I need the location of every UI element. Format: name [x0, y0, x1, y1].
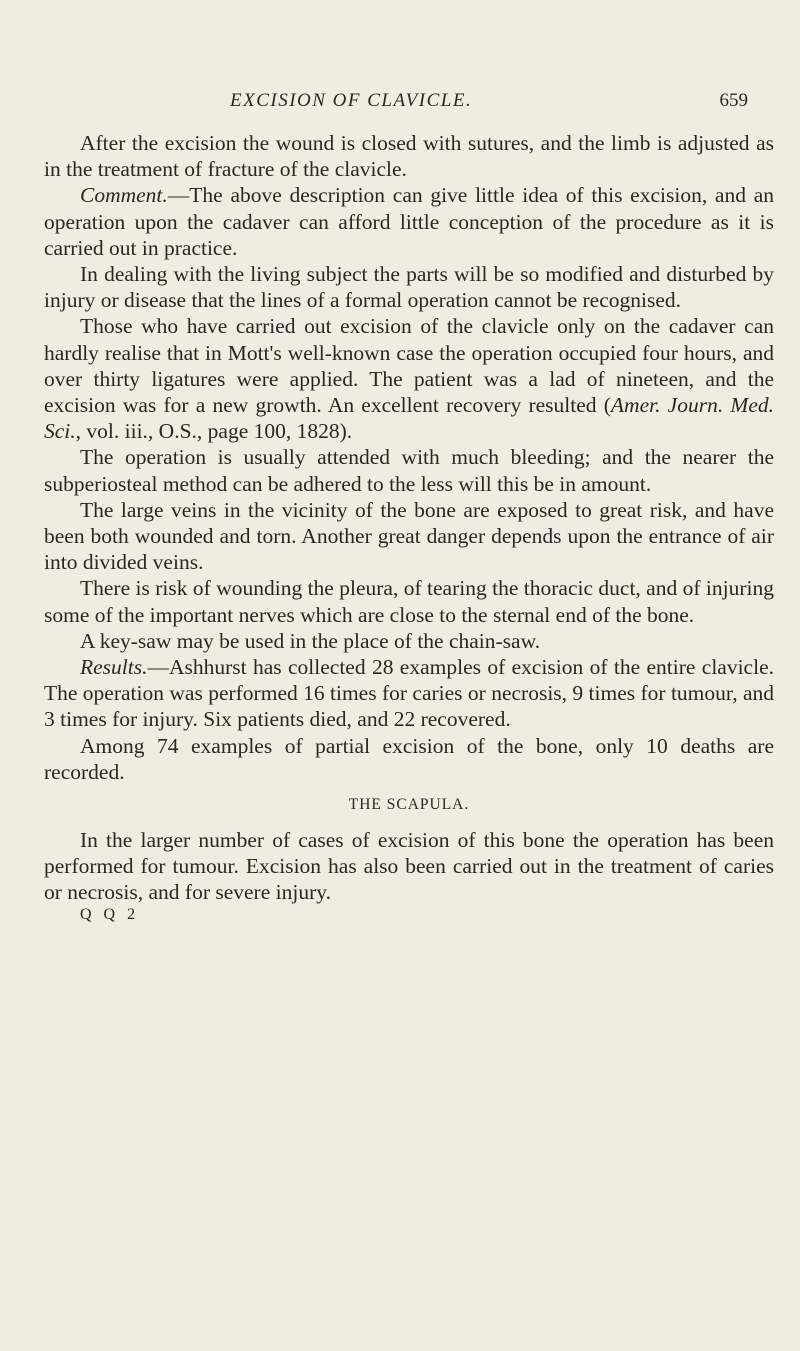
paragraph: After the excision the wound is closed with sutures, and the limb is adjusted as in the treatment of fracture of the clavicle.: [44, 131, 774, 182]
paragraph: The operation is usually attended with much bleeding; and the nearer the subperiosteal method can be adhered to the less will this be in amount.: [44, 445, 774, 496]
running-head: [0, 90, 800, 116]
page-number: 659: [719, 90, 748, 111]
paragraph-results: Results.—Ashhurst has collected 28 examples of excision of the entire clavicle. The operation was performed 16 times for caries or necrosis, 9 times for tumour, and 3 times for injury. Six patients died, and 22 recovered.: [44, 655, 774, 732]
paragraph: The large veins in the vicinity of the bone are exposed to great risk, and have been both wounded and torn. Another great danger depends upon the entrance of air into divided veins.: [44, 497, 774, 575]
signature-mark: Q Q 2: [80, 905, 140, 923]
running-title: EXCISION OF CLAVICLE.: [230, 90, 473, 111]
paragraph: A key-saw may be used in the place of the chain-saw.: [80, 628, 541, 653]
paragraph: Among 74 examples of partial excision of the bone, only 10 deaths are recorded.: [44, 733, 774, 784]
paragraph: In dealing with the living subject the parts will be so modified and disturbed by injury or disease that the lines of a formal operation cannot be recognised.: [44, 262, 774, 313]
journal-reference: Amer. Journ. Med. Sci.: [44, 393, 774, 444]
body-text: [44, 130, 774, 924]
paragraph: In the larger number of cases of excision of this bone the operation has been performed for tumour. Excision has also been carried out in the treatment of caries or necrosis, and for severe injury.: [44, 828, 774, 905]
paragraph-comment: Comment.—The above description can give little idea of this excision, and an operation upon the cadaver can afford little conception of the procedure as it is carried out in practice.: [44, 183, 774, 260]
paragraph-lead: Results.: [80, 655, 148, 680]
paragraph: Those who have carried out excision of the clavicle only on the cadaver can hardly realise that in Mott's well-known case the operation occupied four hours, and over thirty ligatures were applied. The patient was a lad of nineteen, and the excision was for a new growth. An excellent recovery resulted (Amer. Journ. Med. Sci., vol. iii., O.S., page 100, 1828).: [44, 314, 774, 444]
paragraph-lead: Comment.: [80, 183, 168, 208]
paragraph: There is risk of wounding the pleura, of tearing the thoracic duct, and of injuring some of the important nerves which are close to the sternal end of the bone.: [44, 576, 774, 627]
section-heading: THE SCAPULA.: [348, 796, 470, 814]
